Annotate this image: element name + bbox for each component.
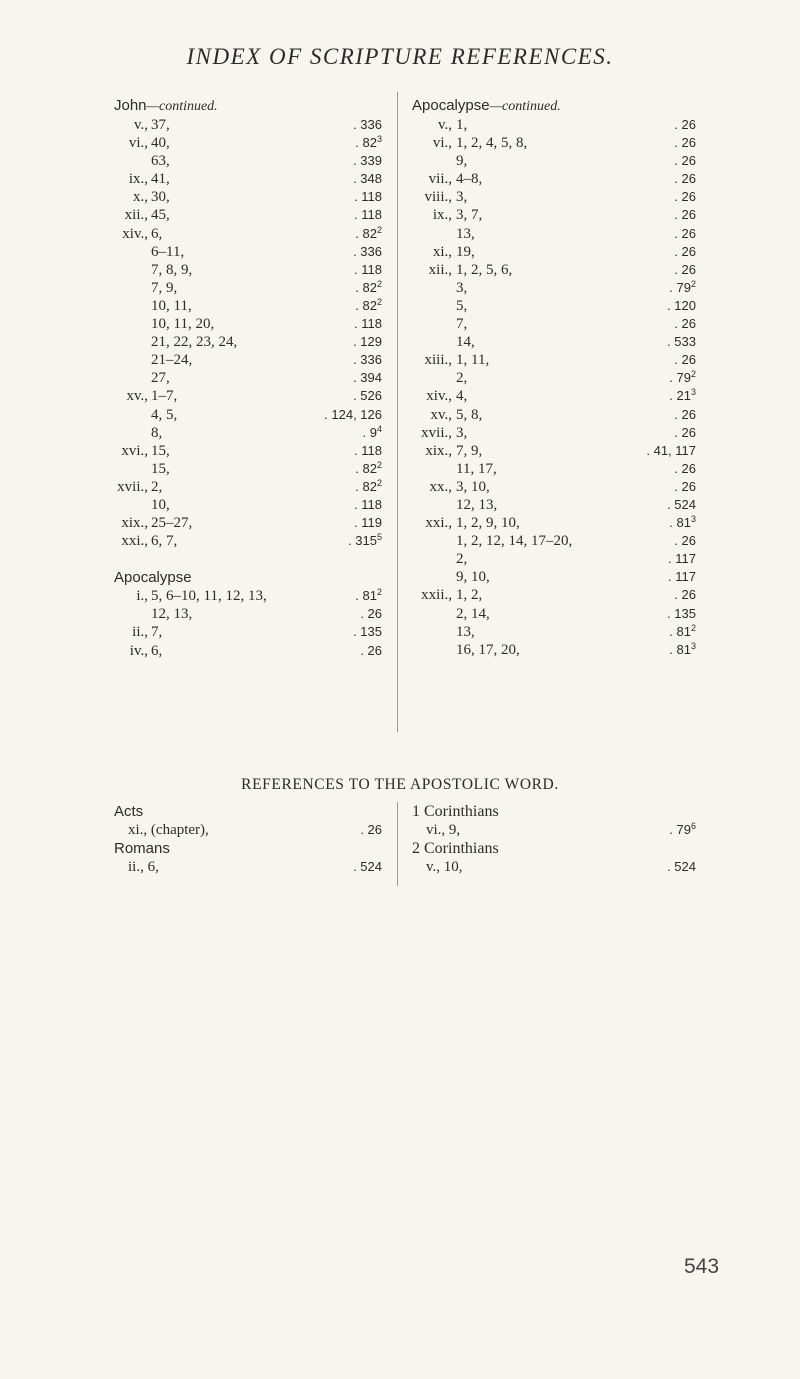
page-reference: . $81^2$ (355, 587, 382, 604)
page-reference: . 118 (354, 442, 382, 458)
page-reference: . 26 (674, 478, 696, 494)
page-reference: . 26 (674, 261, 696, 277)
chapter-label: xx., (429, 478, 452, 495)
footnote-marker: 2 (690, 369, 696, 380)
index-entry (412, 623, 696, 641)
chapter-label: vii., (428, 171, 452, 188)
verse-reference: 37, (151, 117, 170, 133)
verse-reference: 10, (151, 496, 170, 513)
verse-reference: vi., 9, (426, 822, 461, 838)
page-reference: . 26 (674, 243, 696, 259)
verse-reference: 1, 2, 9, 10, (456, 515, 520, 532)
index-entry (412, 496, 696, 514)
page-reference: . 26 (360, 642, 382, 658)
chapter-label: iv., (129, 642, 148, 659)
page-reference: . 119 (354, 515, 382, 531)
index-entry (114, 514, 382, 532)
chapter-label: xiv., (426, 388, 452, 405)
page-reference: . 118 (354, 496, 382, 512)
chapter-label: xi., (432, 243, 452, 260)
verse-reference: 9, 10, (456, 569, 490, 586)
chapter-label: v., (133, 117, 148, 133)
page-reference: . $79^2$ (669, 369, 696, 386)
verse-reference: 10, 11, (151, 297, 192, 314)
verse-reference: 3, (456, 279, 468, 296)
page-reference: . 26 (674, 587, 696, 603)
page-reference: . 26 (674, 153, 696, 169)
footnote-marker: 3 (376, 134, 382, 145)
verse-reference: 12, 13, (456, 496, 498, 513)
verse-reference: 3, 7, (456, 207, 483, 224)
index-entry (114, 858, 382, 876)
verse-reference: 2, (456, 551, 468, 568)
entry-list (412, 116, 696, 659)
page-reference: . $81^3$ (669, 514, 696, 531)
page-reference: . 117 (668, 569, 696, 585)
index-entry (412, 478, 696, 496)
footnote-marker: 2 (690, 278, 696, 289)
verse-reference: 1, 2, 5, 6, (456, 261, 513, 278)
footnote-marker: 2 (376, 224, 382, 235)
verse-reference: 10, 11, 20, (151, 316, 215, 333)
index-entry (114, 496, 382, 514)
page-reference: . $21^3$ (669, 387, 696, 404)
index-entry (114, 206, 382, 224)
verse-reference: 19, (456, 243, 475, 260)
index-entry (114, 261, 382, 279)
verse-reference: 9, (456, 153, 468, 170)
index-entry (412, 641, 696, 659)
footnote-marker: 2 (376, 278, 382, 289)
book-name: Apocalypse (412, 97, 490, 114)
chapter-label: xvii., (117, 478, 148, 495)
page-reference: . $81^2$ (669, 622, 696, 639)
book-name: Acts (114, 803, 144, 820)
index-entry (114, 297, 382, 315)
index-entry (114, 369, 382, 387)
verse-reference: 11, 17, (456, 460, 497, 477)
index-entry (412, 206, 696, 224)
index-entry (114, 243, 382, 261)
entry-list (114, 116, 382, 550)
apocalypse-section (114, 568, 382, 659)
chapter-label: vi., (432, 135, 452, 152)
verse-reference: 4, (456, 388, 468, 405)
section-heading: REFERENCES TO THE APOSTOLIC WORD. (241, 776, 559, 793)
index-entry (114, 152, 382, 170)
page-reference: . 129 (353, 334, 382, 350)
index-entry (114, 406, 382, 424)
chapter-label: xix., (425, 442, 452, 459)
verse-reference: 3, (456, 424, 468, 441)
chapter-label: xix., (121, 515, 148, 532)
book-name: 1 Corinthians (412, 803, 499, 820)
index-entry (412, 369, 696, 387)
chapter-label: xvi., (121, 442, 148, 459)
continued-note: —continued. (146, 99, 218, 114)
index-entry (412, 279, 696, 297)
page-reference: . 26 (674, 460, 696, 476)
page-reference: . 26 (674, 316, 696, 332)
verse-reference: xi., (chapter), (128, 822, 209, 838)
index-entry (412, 858, 696, 876)
page-reference: . 524 (667, 496, 696, 512)
index-column-right (397, 92, 696, 732)
page-reference: . 26 (674, 135, 696, 151)
continued-note: —continued. (489, 99, 561, 114)
verse-reference: 1, 11, (456, 352, 490, 369)
page-reference: . 118 (354, 207, 382, 223)
page-reference: . 348 (353, 171, 382, 187)
verse-reference: 7, (456, 316, 468, 333)
verse-reference: 6–11, (151, 243, 185, 260)
chapter-label: ii., (132, 624, 148, 641)
index-entry (412, 225, 696, 243)
verse-reference: 16, 17, 20, (456, 641, 520, 658)
page-reference: . 26 (674, 207, 696, 223)
index-entry (412, 116, 696, 134)
page-reference: . 336 (353, 243, 382, 259)
index-entry (412, 297, 696, 315)
chapter-label: ix., (432, 207, 452, 224)
page-reference: . 26 (360, 606, 382, 622)
footnote-marker: 3 (690, 387, 696, 398)
page-reference: . 41, 117 (646, 442, 696, 458)
index-entry (114, 532, 382, 550)
page-reference: . 120 (667, 297, 696, 313)
page-reference: . 118 (354, 189, 382, 205)
index-entry (412, 333, 696, 351)
verse-reference: 7, 9, (151, 279, 178, 296)
chapter-label: x., (133, 189, 148, 206)
page-reference: . 26 (674, 352, 696, 368)
index-entry (412, 586, 696, 604)
page-reference: . $9^4$ (362, 423, 382, 440)
chapter-label: viii., (424, 189, 452, 206)
index-entry (114, 170, 382, 188)
page-reference: . $82^2$ (355, 459, 382, 476)
verse-reference: 1, (456, 117, 468, 133)
index-entry (412, 152, 696, 170)
index-entry (412, 315, 696, 333)
page-reference: . 524 (667, 859, 696, 875)
references-column-right (397, 802, 696, 886)
index-entry (114, 442, 382, 460)
references-column-left (114, 802, 382, 876)
verse-reference: 6, (151, 225, 163, 242)
page-reference: . $82^2$ (355, 477, 382, 494)
book-name: 2 Corinthians (412, 840, 499, 858)
verse-reference: 25–27, (151, 515, 193, 532)
verse-reference: 13, (456, 225, 475, 242)
footnote-marker: 4 (376, 423, 382, 434)
page-reference: . 26 (674, 171, 696, 187)
verse-reference: 2, (456, 370, 468, 387)
index-entry (412, 134, 696, 152)
footnote-marker: 2 (690, 622, 696, 633)
page-reference: . 26 (674, 117, 696, 132)
index-entry (412, 532, 696, 550)
verse-reference: 4, 5, (151, 406, 178, 423)
chapter-label: xxii., (421, 587, 452, 604)
verse-reference: 13, (456, 623, 475, 640)
index-entry (114, 116, 382, 134)
verse-reference: 2, 14, (456, 605, 490, 622)
page-reference: . 524 (353, 859, 382, 875)
page-number: 543 (684, 1255, 720, 1278)
page-reference: . 339 (353, 153, 382, 169)
page-reference: . 26 (674, 406, 696, 422)
chapter-label: vi., (128, 135, 148, 152)
footnote-marker: 3 (690, 640, 696, 651)
index-entry (114, 605, 382, 623)
footnote-marker: 6 (690, 821, 696, 831)
footnote-marker: 2 (376, 477, 382, 488)
index-entry (412, 188, 696, 206)
verse-reference: 6, 7, (151, 533, 178, 550)
index-entry (114, 387, 382, 405)
index-entry (412, 424, 696, 442)
page-reference: . 336 (353, 117, 382, 132)
column-heading (114, 96, 382, 115)
verse-reference: 3, 10, (456, 478, 490, 495)
verse-reference: 6, (151, 642, 163, 659)
verse-reference: 12, 13, (151, 606, 193, 623)
index-entry (412, 460, 696, 478)
verse-reference: 21, 22, 23, 24, (151, 334, 238, 351)
index-entry (114, 333, 382, 351)
verse-reference: 40, (151, 135, 170, 152)
page-reference: . 117 (668, 551, 696, 567)
chapter-label: xiii., (424, 352, 452, 369)
section-heading: Apocalypse (114, 569, 192, 587)
verse-reference: 2, (151, 478, 163, 495)
page-reference: . 26 (360, 822, 382, 837)
verse-reference: 1, 2, 4, 5, 8, (456, 135, 528, 152)
index-entry (412, 605, 696, 623)
footnote-marker: 2 (376, 459, 382, 470)
page-reference: . $82^2$ (355, 224, 382, 241)
index-entry (412, 351, 696, 369)
footnote-marker: 5 (376, 532, 382, 543)
index-entry (412, 406, 696, 424)
index-entry (114, 225, 382, 243)
chapter-label: ix., (128, 171, 148, 188)
verse-reference: 5, 8, (456, 406, 483, 423)
index-entry (412, 387, 696, 405)
verse-reference: 14, (456, 334, 475, 351)
verse-reference: 1, 2, (456, 587, 483, 604)
index-entry (114, 642, 382, 660)
chapter-label: xii., (428, 261, 452, 278)
chapter-label: xiv., (122, 225, 148, 242)
chapter-label: i., (136, 588, 148, 605)
index-entry (412, 170, 696, 188)
index-entry (412, 261, 696, 279)
verse-reference: 5, 6–10, 11, 12, 13, (151, 588, 267, 605)
page-reference: . 336 (353, 352, 382, 368)
chapter-label: xii., (124, 207, 148, 224)
verse-reference: 27, (151, 370, 170, 387)
column-heading (412, 96, 696, 115)
index-entry (114, 587, 382, 605)
verse-reference: 4–8, (456, 171, 483, 188)
footnote-marker: 2 (376, 587, 382, 598)
page-reference: . 26 (674, 225, 696, 241)
footnote-marker: 3 (690, 514, 696, 525)
verse-reference: 1–7, (151, 388, 178, 405)
chapter-label: xxi., (425, 515, 452, 532)
index-entry (412, 568, 696, 586)
book-name: Romans (114, 840, 170, 858)
footnote-marker: 2 (376, 296, 382, 307)
book-name: John (114, 97, 147, 114)
verse-reference: 41, (151, 171, 170, 188)
index-entry (412, 442, 696, 460)
page-reference: . $79^6$ (669, 821, 696, 837)
verse-reference: 5, (456, 297, 468, 314)
verse-reference: 7, 9, (456, 442, 483, 459)
page-reference: . $315^5$ (348, 532, 382, 549)
verse-reference: 30, (151, 189, 170, 206)
index-entry (114, 460, 382, 478)
page-reference: . $82^2$ (355, 296, 382, 313)
chapter-label: xxi., (121, 533, 148, 550)
page-reference: . 526 (353, 388, 382, 404)
page-reference: . $82^2$ (355, 278, 382, 295)
page-reference: . 124, 126 (324, 406, 382, 422)
verse-reference: 63, (151, 153, 170, 170)
index-entry (412, 550, 696, 568)
page-reference: . $79^2$ (669, 278, 696, 295)
verse-reference: 15, (151, 442, 170, 459)
index-column-left (114, 96, 382, 660)
page-title: INDEX OF SCRIPTURE REFERENCES. (186, 44, 614, 69)
page-reference: . $81^3$ (669, 640, 696, 657)
verse-reference: 45, (151, 207, 170, 224)
chapter-label: xvii., (421, 424, 452, 441)
verse-reference: 21–24, (151, 352, 193, 369)
verse-reference: 3, (456, 189, 468, 206)
page-reference: . $82^3$ (355, 134, 382, 151)
verse-reference: 15, (151, 460, 170, 477)
index-entry (114, 478, 382, 496)
page-reference: . 394 (353, 370, 382, 386)
index-entry (114, 351, 382, 369)
index-entry (412, 821, 696, 839)
verse-reference: 7, 8, 9, (151, 261, 193, 278)
page-reference: . 118 (354, 261, 382, 277)
index-entry (114, 424, 382, 442)
page-reference: . 26 (674, 189, 696, 205)
chapter-label: xv., (430, 406, 452, 423)
chapter-label: v., (437, 117, 452, 133)
index-entry (114, 315, 382, 333)
page-reference: . 135 (667, 605, 696, 621)
chapter-label: xv., (126, 388, 148, 405)
page-reference: . 26 (674, 424, 696, 440)
page-reference: . 135 (353, 624, 382, 640)
index-entry (114, 134, 382, 152)
index-entry (114, 279, 382, 297)
verse-reference: 8, (151, 424, 163, 441)
index-entry (412, 514, 696, 532)
entry-list (114, 587, 382, 659)
index-entry (114, 188, 382, 206)
index-entry (412, 243, 696, 261)
index-entry (114, 623, 382, 641)
index-entry (114, 821, 382, 839)
verse-reference: 1, 2, 12, 14, 17–20, (456, 533, 573, 550)
verse-reference: ii., 6, (128, 859, 159, 876)
page-reference: . 533 (667, 334, 696, 350)
verse-reference: v., 10, (426, 859, 463, 876)
verse-reference: 7, (151, 624, 163, 641)
page-reference: . 26 (674, 533, 696, 549)
page-reference: . 118 (354, 316, 382, 332)
